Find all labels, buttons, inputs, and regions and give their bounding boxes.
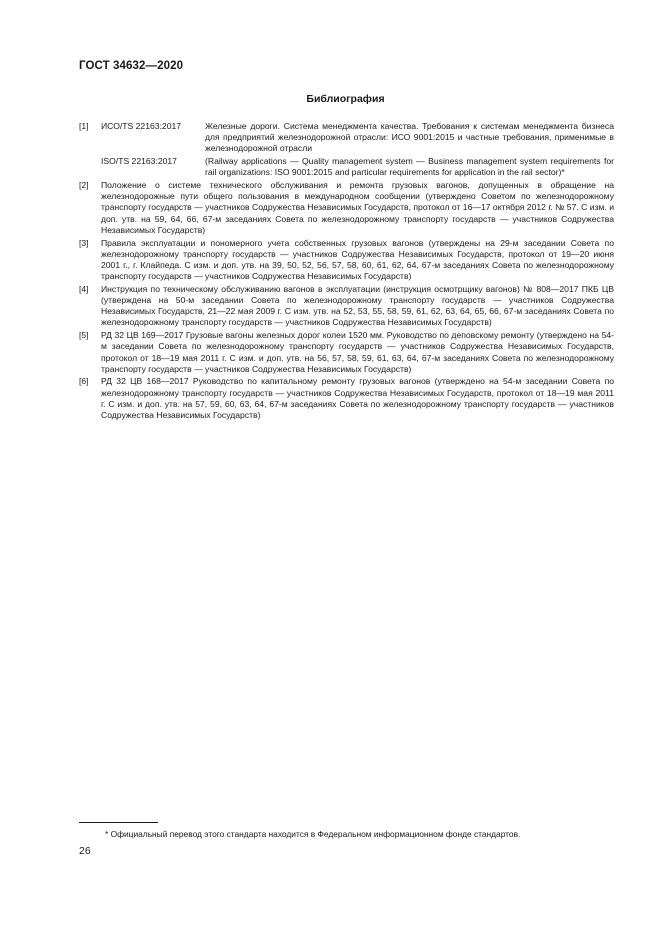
page-number: 26: [79, 845, 91, 857]
entry-number: [4]: [79, 283, 89, 294]
entry-standard-code-original: ISO/TS 22163:2017: [101, 156, 177, 167]
entry-number: [6]: [79, 376, 89, 387]
entry-text: Правила эксплуатации и пономерного учета собственных грузовых вагонов (утверждены на 29-м заседании Совета по железнодорожному транспорту государств — участников Содружества Независимых Государств, протокол от 19—20 июня 2001 г., г. Клайпеда. С изм. и доп. утв. на 39, 50, 52, 56, 57, 58, 60, 61, 62, 64, 67-м заседаниях Совета по железнодорожному транспорту государств — участников Содружества Независимых Государств): [101, 237, 614, 282]
entry-text-original: (Railway applications — Quality management system — Business management system requirements for rail organizations: ISO 9001:2015 and particular requirements for application in the rail sector)*: [205, 156, 614, 178]
entry-number: [1]: [79, 121, 89, 131]
bibliography-entry-1-original: [79, 156, 614, 178]
entry-number: [5]: [79, 330, 89, 341]
entry-text: РД 32 ЦВ 168—2017 Руководство по капитальному ремонту грузовых вагонов (утверждено на 54-м заседании Совета по железнодорожному транспорту государств — участников Содружества Независимых Государств, протокол от 18—19 мая 2011 г. С изм. и доп. утв. на 57, 59, 60, 63, 64, 67-м заседаниях Совета по железнодорожному транспорту государств — участников Содружества Независимых Государств): [101, 376, 614, 421]
document-header: ГОСТ 34632—2020: [79, 60, 184, 72]
bibliography-list: [79, 121, 614, 423]
bibliography-entry-3: [79, 238, 614, 283]
entry-number: [2]: [79, 180, 89, 191]
bibliography-entry-5: [79, 330, 614, 375]
bibliography-title: Библиография: [306, 93, 385, 105]
entry-number: [3]: [79, 237, 89, 248]
bibliography-entry-6: [79, 376, 614, 421]
bibliography-entry-4: [79, 284, 614, 329]
entry-standard-code: ИСО/TS 22163:2017: [101, 121, 182, 131]
footnote-separator: [79, 822, 158, 823]
entry-text: Инструкция по техническому обслуживанию вагонов в эксплуатации (инструкция осмотрщику вагонов) № 808—2017 ПКБ ЦВ (утверждена на 50-м заседании Совета по железнодорожному транспорту государств — участников Содружества Независимых Государств, 21—22 мая 2009 г. С изм. утв. на 52, 53, 55, 58, 59, 61, 62, 63, 64, 65, 66, 67-м заседаниях Совета по железнодорожному транспорту государств — участников Содружества Независимых Государств): [101, 283, 614, 328]
entry-text: РД 32 ЦВ 169—2017 Грузовые вагоны железных дорог колеи 1520 мм. Руководство по деповскому ремонту (утверждено на 54-м заседании Совета по железнодорожному транспорту государств — участников Содружества Независимых Государств, протокол от 18—19 мая 2011 г. С изм. и доп. утв. на 56, 57, 58, 59, 61, 63, 64, 67-м заседаниях Совета по железнодорожному транспорту государств — участников Содружества Независимых Государств): [101, 330, 614, 374]
bibliography-entry-1: [79, 121, 614, 155]
entry-text: Положение о системе технического обслуживания и ремонта грузовых вагонов, допущенных в обращение на железнодорожные пути общего пользования в международном сообщении (утверждено Советом по железнодорожному транспорту государств — участников Содружества Независимых Государств, протокол от 16—17 октября 2012 г. № 57. С изм. и доп. утв. на 59, 64, 66, 67-м заседаниях Совета по железнодорожному транспорту государств — участников Содружества Независимых Государств): [101, 180, 614, 235]
bibliography-entry-2: [79, 180, 614, 236]
entry-text: Железные дороги. Система менеджмента качества. Требования к системам менеджмента бизнеса для предприятий железнодорожной отрасли: ИСО 9001:2015 и частные требования, применимые в железнодорожной отрасли: [205, 121, 614, 154]
footnote: * Официальный перевод этого стандарта находится в Федеральном информационном фонде стандартов.: [105, 829, 521, 839]
